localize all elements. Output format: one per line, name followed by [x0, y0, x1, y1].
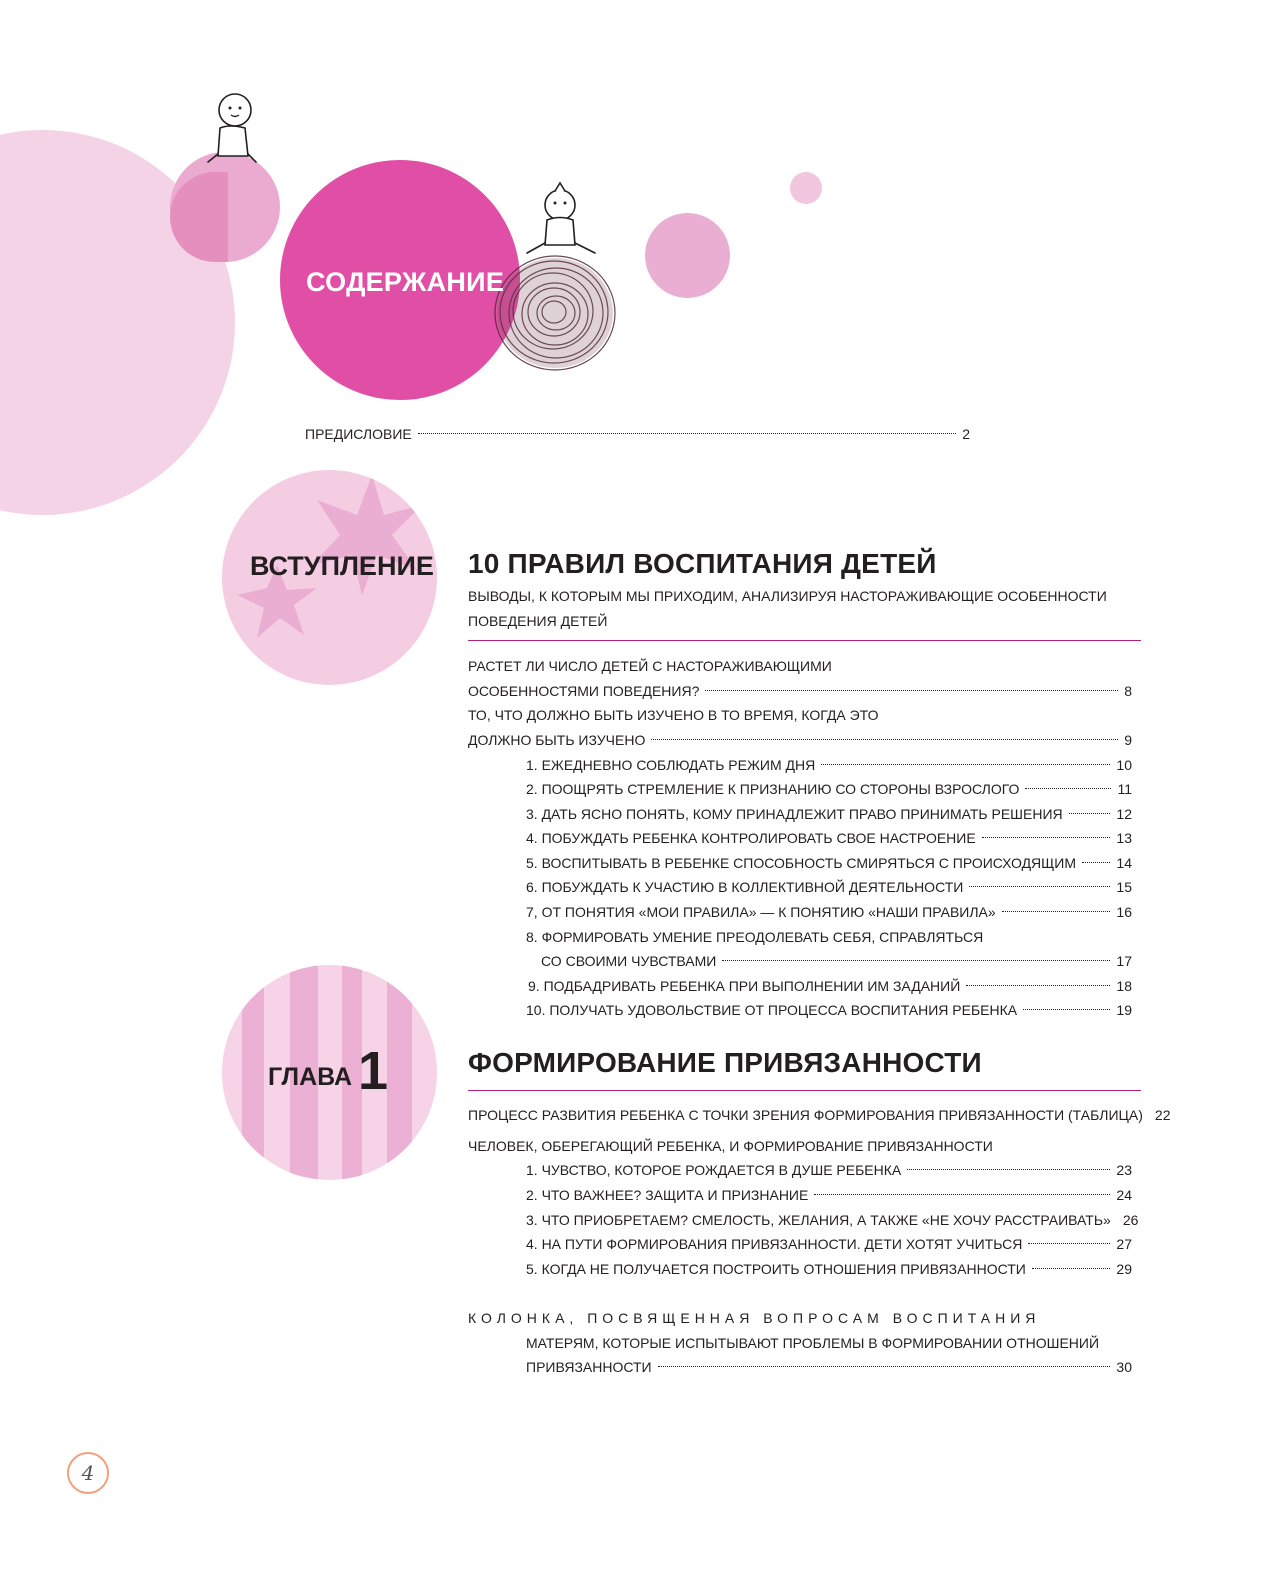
toc-subitem-5[interactable]: [526, 1257, 1132, 1281]
toc-page-number: 29: [1116, 1261, 1132, 1277]
toc-page-number: 10: [1116, 757, 1132, 773]
intro-heading: 10 ПРАВИЛ ВОСПИТАНИЯ ДЕТЕЙ: [468, 548, 937, 579]
toc-page-number: 17: [1116, 953, 1132, 969]
decorative-dot: [645, 213, 730, 298]
toc-page-number: 23: [1116, 1162, 1132, 1178]
toc-entry-text: 3. ЧТО ПРИОБРЕТАЕМ? СМЕЛОСТЬ, ЖЕЛАНИЯ, А ТАКЖЕ «НЕ ХОЧУ РАССТРАИВАТЬ»: [526, 1212, 1111, 1228]
toc-entry-text: 1. ЕЖЕДНЕВНО СОБЛЮДАТЬ РЕЖИМ ДНЯ: [526, 757, 816, 773]
leader-dots: [1082, 862, 1110, 863]
toc-entry-text: 6. ПОБУЖДАТЬ К УЧАСТИЮ В КОЛЛЕКТИВНОЙ ДЕЯТЕЛЬНОСТИ: [526, 879, 964, 895]
leader-dots: [969, 886, 1110, 887]
toc-rule-9[interactable]: [528, 974, 1132, 998]
page-number: 4: [67, 1452, 109, 1494]
toc-entry-text: 2. ЧТО ВАЖНЕЕ? ЗАЩИТА И ПРИЗНАНИЕ: [526, 1187, 809, 1203]
leader-dots: [651, 739, 1118, 740]
toc-page-number: 8: [1124, 683, 1132, 699]
leader-dots: [982, 837, 1111, 838]
toc-entry-text[interactable]: МАТЕРЯМ, КОТОРЫЕ ИСПЫТЫВАЮТ ПРОБЛЕМЫ В ФОРМИРОВАНИИ ОТНОШЕНИЙ: [526, 1335, 1100, 1351]
leader-dots: [658, 1366, 1111, 1367]
toc-page-number: 2: [962, 426, 970, 442]
toc-entry-text: ПРИВЯЗАННОСТИ: [526, 1359, 652, 1375]
leader-dots: [1028, 1243, 1110, 1244]
toc-entry-text: 4. НА ПУТИ ФОРМИРОВАНИЯ ПРИВЯЗАННОСТИ. ДЕТИ ХОТЯТ УЧИТЬСЯ: [526, 1236, 1023, 1252]
chapter-label: [268, 1040, 388, 1102]
child-illustration: [515, 175, 605, 265]
toc-entry-text: 1. ЧУВСТВО, КОТОРОЕ РОЖДАЕТСЯ В ДУШЕ РЕБЕНКА: [526, 1162, 902, 1178]
leader-dots: [1069, 813, 1111, 814]
scribble-ball-illustration: [490, 250, 620, 375]
toc-entry-text: 2. ПООЩРЯТЬ СТРЕМЛЕНИЕ К ПРИЗНАНИЮ СО СТОРОНЫ ВЗРОСЛОГО: [526, 781, 1020, 797]
leader-dots: [1002, 911, 1111, 912]
toc-entry-text: 10. ПОЛУЧАТЬ УДОВОЛЬСТВИЕ ОТ ПРОЦЕССА ВОСПИТАНИЯ РЕБЕНКА: [526, 1002, 1018, 1018]
leader-dots: [821, 764, 1110, 765]
divider-rule: [468, 640, 1141, 641]
toc-rule-10[interactable]: [526, 998, 1132, 1022]
divider-rule: [468, 1090, 1141, 1091]
leader-dots: [722, 960, 1110, 961]
leader-dots: [907, 1169, 1110, 1170]
toc-entry-text: ПРОЦЕСС РАЗВИТИЯ РЕБЕНКА С ТОЧКИ ЗРЕНИЯ ФОРМИРОВАНИЯ ПРИВЯЗАННОСТИ (ТАБЛИЦА): [468, 1107, 1143, 1123]
toc-entry-text: 3. ДАТЬ ЯСНО ПОНЯТЬ, КОМУ ПРИНАДЛЕЖИТ ПРАВО ПРИНИМАТЬ РЕШЕНИЯ: [526, 806, 1063, 822]
toc-entry-text: ДОЛЖНО БЫТЬ ИЗУЧЕНО: [468, 732, 646, 748]
toc-page-number: 11: [1117, 781, 1132, 797]
toc-entry-text: 9. ПОДБАДРИВАТЬ РЕБЕНКА ПРИ ВЫПОЛНЕНИИ ИМ ЗАДАНИЙ: [528, 978, 961, 994]
leader-dots: [418, 433, 956, 434]
chapter-word: ГЛАВА: [268, 1063, 353, 1091]
toc-entry-text[interactable]: ЧЕЛОВЕК, ОБЕРЕГАЮЩИЙ РЕБЕНКА, И ФОРМИРОВАНИЕ ПРИВЯЗАННОСТИ: [468, 1138, 993, 1154]
toc-rule-6[interactable]: [526, 875, 1132, 899]
toc-rule-1[interactable]: [526, 753, 1132, 777]
page-title: СОДЕРЖАНИЕ: [306, 267, 505, 297]
toc-page-number: 22: [1154, 1107, 1171, 1123]
toc-entry-text: ПРЕДИСЛОВИЕ: [305, 426, 412, 442]
toc-entry-text: СО СВОИМИ ЧУВСТВАМИ: [541, 953, 717, 969]
toc-column-entry[interactable]: [526, 1355, 1132, 1379]
toc-page-number: 30: [1116, 1359, 1132, 1375]
toc-rule-2[interactable]: [526, 777, 1132, 801]
toc-subitem-1[interactable]: [526, 1158, 1132, 1182]
toc-rule-7[interactable]: [526, 900, 1132, 924]
toc-entry-text[interactable]: 8. ФОРМИРОВАТЬ УМЕНИЕ ПРЕОДОЛЕВАТЬ СЕБЯ, СПРАВЛЯТЬСЯ: [526, 929, 984, 945]
toc-entry-text: 7, ОТ ПОНЯТИЯ «МОИ ПРАВИЛА» — К ПОНЯТИЮ «НАШИ ПРАВИЛА»: [526, 904, 996, 920]
toc-entry-text: 5. КОГДА НЕ ПОЛУЧАЕТСЯ ПОСТРОИТЬ ОТНОШЕНИЯ ПРИВЯЗАННОСТИ: [526, 1261, 1026, 1277]
toc-page-number: 26: [1122, 1212, 1139, 1228]
toc-page-number: 12: [1116, 806, 1132, 822]
baby-illustration: [200, 88, 260, 168]
toc-entry-preface[interactable]: [305, 422, 970, 446]
toc-page-number: 16: [1116, 904, 1132, 920]
decorative-small-circle: [170, 152, 280, 262]
toc-rule-3[interactable]: [526, 802, 1132, 826]
leader-dots: [966, 985, 1110, 986]
toc-entry-text: 5. ВОСПИТЫВАТЬ В РЕБЕНКЕ СПОСОБНОСТЬ СМИРЯТЬСЯ С ПРОИСХОДЯЩИМ: [526, 855, 1077, 871]
toc-page-number: 27: [1116, 1236, 1132, 1252]
leader-dots: [1023, 1009, 1110, 1010]
chapter-heading: ФОРМИРОВАНИЕ ПРИВЯЗАННОСТИ: [468, 1047, 982, 1078]
toc-entry-text: 4. ПОБУЖДАТЬ РЕБЕНКА КОНТРОЛИРОВАТЬ СВОЕ НАСТРОЕНИЕ: [526, 830, 976, 846]
leader-dots: [1025, 788, 1111, 789]
toc-subitem-2[interactable]: [526, 1183, 1132, 1207]
intro-label: ВСТУПЛЕНИЕ: [250, 551, 434, 581]
toc-rule-8[interactable]: [541, 949, 1132, 973]
toc-entry[interactable]: [468, 1103, 1171, 1127]
toc-page-number: 18: [1116, 978, 1132, 994]
toc-page-number: 19: [1116, 1002, 1132, 1018]
chapter-number: 1: [358, 1041, 389, 1101]
toc-page-number: 24: [1116, 1187, 1132, 1203]
toc-subitem-3[interactable]: [526, 1208, 1139, 1232]
intro-subtitle: ВЫВОДЫ, К КОТОРЫМ МЫ ПРИХОДИМ, АНАЛИЗИРУЯ НАСТОРАЖИВАЮЩИЕ ОСОБЕННОСТИ ПОВЕДЕНИЯ ДЕТЕЙ: [468, 588, 1107, 629]
toc-entry-text: ОСОБЕННОСТЯМИ ПОВЕДЕНИЯ?: [468, 683, 700, 699]
leader-dots: [814, 1194, 1110, 1195]
toc-entry[interactable]: [468, 728, 1132, 752]
toc-page-number: 15: [1116, 879, 1132, 895]
toc-page-number: 14: [1116, 855, 1132, 871]
decorative-dot: [790, 172, 822, 204]
toc-rule-5[interactable]: [526, 851, 1132, 875]
toc-rule-4[interactable]: [526, 826, 1132, 850]
leader-dots: [705, 690, 1118, 691]
toc-entry-text[interactable]: РАСТЕТ ЛИ ЧИСЛО ДЕТЕЙ С НАСТОРАЖИВАЮЩИМИ: [468, 658, 832, 674]
leader-dots: [1032, 1268, 1111, 1269]
toc-subitem-4[interactable]: [526, 1232, 1132, 1256]
toc-entry-text[interactable]: ТО, ЧТО ДОЛЖНО БЫТЬ ИЗУЧЕНО В ТО ВРЕМЯ, КОГДА ЭТО: [468, 707, 879, 723]
toc-page-number: 9: [1124, 732, 1132, 748]
toc-page-number: 13: [1116, 830, 1132, 846]
toc-entry[interactable]: [468, 679, 1132, 703]
column-label: КОЛОНКА, ПОСВЯЩЕННАЯ ВОПРОСАМ ВОСПИТАНИЯ: [468, 1310, 1041, 1326]
